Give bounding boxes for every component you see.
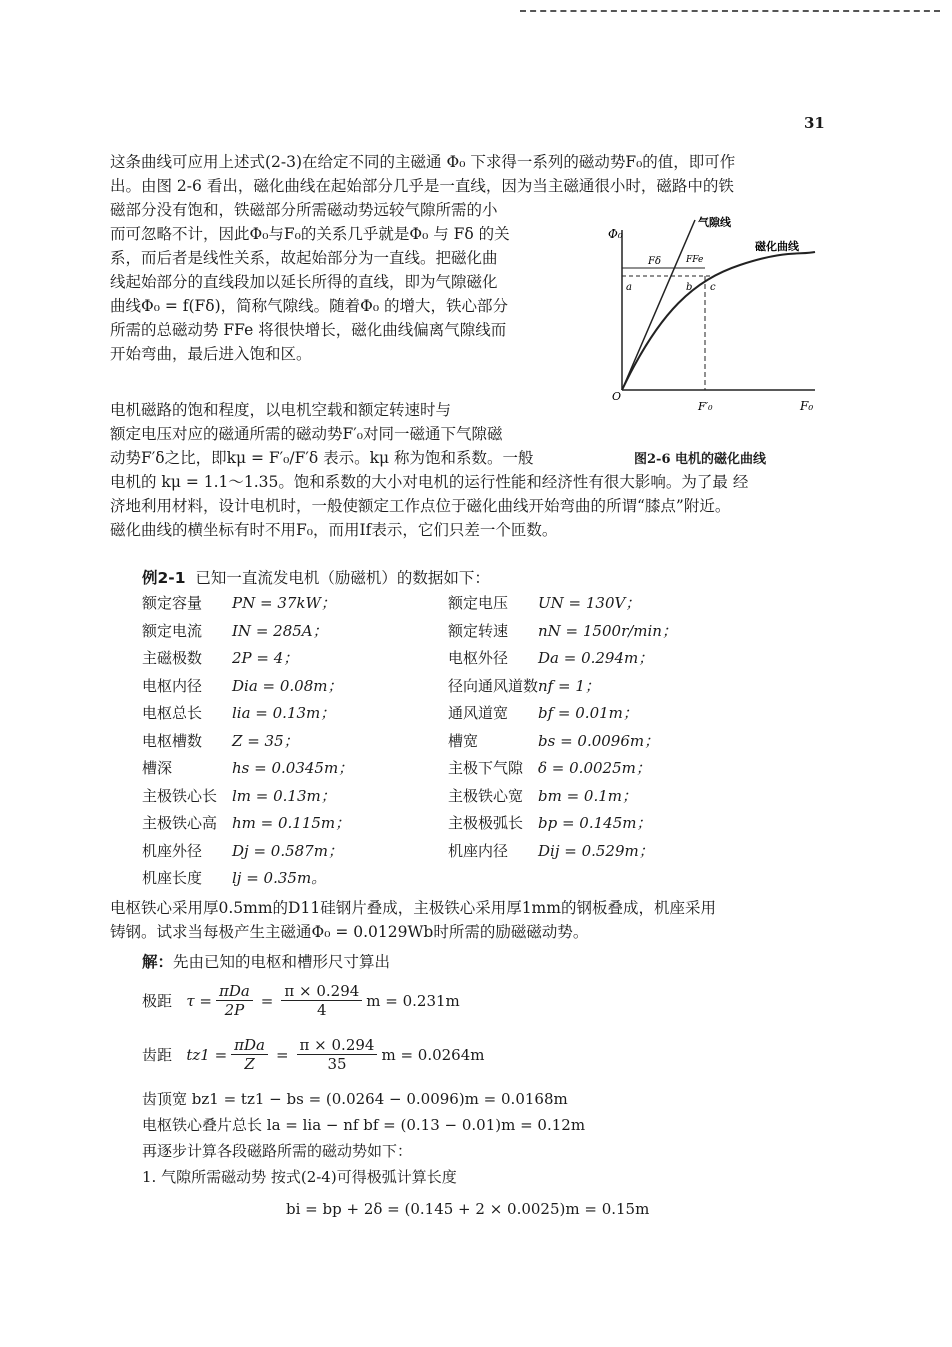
param-label: 主极铁心长 — [142, 786, 218, 805]
point-a-label: a — [626, 282, 632, 293]
fraction — [281, 982, 362, 1019]
air-gap-line-label: 气隙线 — [698, 216, 731, 229]
fdelta-label: Fδ — [648, 256, 661, 267]
p1-line: 系，而后者是线性关系，故起始部分为一直线。把磁化曲 — [110, 249, 498, 267]
p3-line: 电枢铁心采用厚0.5mm的D11硅钢片叠成，主极铁心采用厚1mm的钢板叠成，机座采用 — [110, 899, 716, 917]
param-label: 槽宽 — [448, 731, 479, 750]
example-number: 例2-1 — [142, 569, 186, 587]
origin-label: O — [612, 390, 622, 403]
param-value: nf = 1； — [538, 676, 600, 695]
denominator: Z — [244, 1055, 255, 1073]
param-value: bp = 0.145m； — [538, 814, 652, 832]
equals-sign: = — [275, 1045, 289, 1064]
p2-line: 电机磁路的饱和程度，以电机空载和额定转速时与 — [110, 401, 452, 419]
p2-line: 磁化曲线的横坐标有时不用F₀，而用If表示，它们只差一个匝数。 — [110, 521, 558, 539]
tooth-top-width: 齿顶宽 bz1 = tz1 − bs = (0.0264 − 0.0096)m = 0.0168m — [142, 1090, 568, 1108]
p1-line: 磁部分没有饱和，铁磁部分所需磁动势远较气隙所需的小 — [110, 201, 498, 219]
step-1-formula: bi = bp + 2δ = (0.145 + 2 × 0.0025)m = 0.15m — [286, 1200, 650, 1218]
param-value: lia = 0.13m； — [232, 704, 336, 722]
numerator: πDa — [216, 982, 253, 1001]
param-value: hs = 0.0345m； — [232, 759, 354, 777]
p1-line: 出。由图 2-6 看出，磁化曲线在起始部分几乎是一直线，因为当主磁通很小时，磁路中的铁 — [110, 177, 734, 195]
denominator: 4 — [317, 1001, 327, 1019]
param-value: lj = 0.35m。 — [232, 869, 327, 887]
numerator: π × 0.294 — [281, 982, 362, 1001]
param-label: 主磁极数 — [142, 649, 203, 667]
step-1: 1. 气隙所需磁动势 按式(2-4)可得极弧计算长度 — [142, 1168, 457, 1186]
equals-sign: = — [260, 991, 274, 1010]
param-label: 主极极弧长 — [448, 814, 524, 832]
ffe-label: FFe — [686, 255, 704, 265]
param-label: 通风道宽 — [448, 704, 509, 722]
param-label: 主极下气隙 — [448, 759, 524, 777]
paragraph-3 — [110, 896, 716, 944]
denominator: 35 — [327, 1055, 347, 1073]
tooth-pitch-label: 齿距 — [142, 1046, 173, 1064]
param-label: 机座外径 — [142, 841, 203, 860]
param-value: Z = 35； — [232, 731, 299, 750]
magnetization-curve-figure — [600, 210, 840, 480]
p3-line: 铸钢。试求当每极产生主磁通Φ₀ = 0.0129Wb时所需的励磁磁动势。 — [110, 923, 589, 941]
param-label: 电枢内径 — [142, 676, 203, 695]
tooth-pitch-formula — [142, 1036, 485, 1073]
fraction — [297, 1036, 378, 1073]
p2-line: 电机的 kμ = 1.1～1.35。饱和系数的大小对电机的运行性能和经济性有很大影响。为了最 经 — [110, 473, 749, 491]
p2-line: 动势F′δ之比，即kμ = F′₀/F′δ 表示。kμ 称为饱和系数。一般 — [110, 449, 534, 467]
param-label: 电枢外径 — [448, 649, 509, 667]
pole-pitch-formula — [142, 982, 460, 1019]
p1-line: 开始弯曲，最后进入饱和区。 — [110, 345, 312, 363]
fraction — [216, 982, 253, 1019]
top-dashed-rule — [520, 10, 940, 12]
param-label: 额定电流 — [142, 621, 203, 640]
param-value: PN = 37kW； — [232, 594, 336, 612]
x-axis-label: F₀ — [800, 399, 814, 413]
param-value: Da = 0.294m； — [538, 649, 654, 667]
p1-line: 所需的总磁动势 FFe 将很快增长，磁化曲线偏离气隙线而 — [110, 321, 507, 339]
figure-caption: 图2-6 电机的磁化曲线 — [634, 452, 767, 467]
pole-pitch-lhs: τ = — [186, 991, 212, 1010]
example-title — [142, 566, 490, 588]
param-label: 槽深 — [142, 759, 173, 777]
solution-intro — [142, 950, 390, 972]
param-value: hm = 0.115m； — [232, 814, 351, 832]
p2-line: 额定电压对应的磁通所需的磁动势F′₀对同一磁通下气隙磁 — [110, 425, 503, 443]
numerator: π × 0.294 — [297, 1036, 378, 1055]
numerator: πDa — [231, 1036, 268, 1055]
param-value: bm = 0.1m； — [538, 786, 638, 805]
param-value: lm = 0.13m； — [232, 786, 336, 805]
solution-text: 先由已知的电枢和槽形尺寸算出 — [173, 953, 391, 971]
param-label: 额定电压 — [448, 594, 509, 612]
p1-line: 曲线Φ₀ = f(Fδ)，简称气隙线。随着Φ₀ 的增大，铁心部分 — [110, 297, 509, 315]
p1-line: 线起始部分的直线段加以延长所得的直线，即为气隙磁化 — [110, 273, 498, 291]
point-b-label: b — [686, 282, 693, 293]
param-value: UN = 130V； — [538, 594, 641, 612]
param-label: 机座长度 — [142, 869, 203, 887]
solution-label: 解： — [142, 952, 174, 971]
magnetization-curve-label: 磁化曲线 — [755, 240, 799, 253]
param-label: 主极铁心宽 — [448, 786, 524, 805]
example-title-text: 已知一直流发电机（励磁机）的数据如下： — [195, 569, 490, 587]
param-label: 额定转速 — [448, 621, 509, 640]
page-number: 31 — [804, 114, 825, 132]
param-value: bs = 0.0096m； — [538, 731, 660, 750]
tooth-pitch-lhs: tz1 = — [186, 1045, 228, 1064]
param-label: 电枢槽数 — [142, 731, 203, 750]
point-c-label: c — [710, 282, 716, 293]
param-value: IN = 285A； — [232, 621, 328, 640]
air-gap-line — [622, 220, 695, 390]
p1-line: 这条曲线可应用上述式(2-3)在给定不同的主磁通 Φ₀ 下求得一系列的磁动势F₀的值，即可作 — [110, 153, 736, 171]
pole-pitch-result: m = 0.231m — [366, 991, 460, 1010]
param-value: 2P = 4； — [232, 649, 299, 667]
core-length: 电枢铁心叠片总长 la = lia − nf bf = (0.13 − 0.01)m = 0.12m — [142, 1116, 586, 1134]
p2-line: 济地利用材料，设计电机时，一般使额定工作点位于磁化曲线开始弯曲的所谓“膝点”附近。 — [110, 497, 731, 515]
param-value: δ = 0.0025m； — [538, 759, 651, 777]
step-intro: 再逐步计算各段磁路所需的磁动势如下： — [142, 1142, 413, 1160]
param-value: Dij = 0.529m； — [538, 841, 654, 860]
fraction — [231, 1036, 268, 1073]
denominator: 2P — [224, 1001, 245, 1019]
param-value: bf = 0.01m； — [538, 704, 638, 722]
param-label: 电枢总长 — [142, 704, 203, 722]
y-axis-label: Φ₀ — [608, 227, 623, 241]
pole-pitch-label: 极距 — [142, 992, 173, 1010]
p1-line: 而可忽略不计，因此Φ₀与F₀的关系几乎就是Φ₀ 与 Fδ 的关 — [110, 225, 510, 243]
param-value: Dj = 0.587m； — [232, 841, 343, 860]
param-label: 额定容量 — [142, 594, 203, 612]
param-label: 径向通风道数 — [448, 676, 539, 695]
param-value: nN = 1500r/min； — [538, 621, 677, 640]
param-value: Dia = 0.08m； — [232, 676, 343, 695]
tooth-pitch-result: m = 0.0264m — [381, 1045, 485, 1064]
param-label: 机座内径 — [448, 841, 509, 860]
x-tick-label: F′₀ — [698, 400, 713, 413]
param-label: 主极铁心高 — [142, 814, 218, 832]
